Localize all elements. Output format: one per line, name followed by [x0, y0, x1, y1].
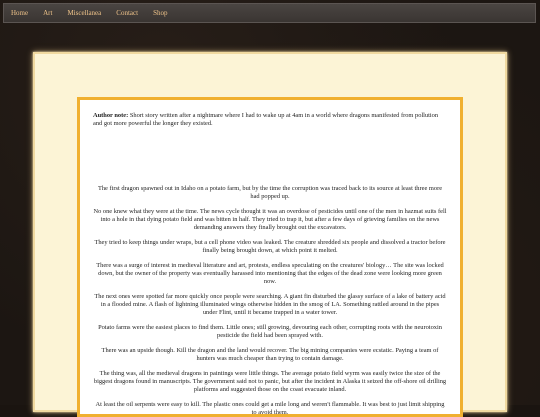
nav-link-art[interactable]: Art [43, 9, 53, 17]
spacer [93, 128, 447, 185]
author-note [93, 112, 447, 128]
story-paragraph: There was an upside though. Kill the dragon and the land would recover. The big mining companies were ecstatic. Paying a team of hunters was much cheaper than trying to contain damage. [101, 347, 439, 362]
story-paragraph: The thing was, all the medieval dragons in paintings were little things. The average potato field wyrm was easily twice the size of the biggest dragons found in manuscripts. The government said not to panic, but after the incident in Alaska it seized the off-shore oil drilling platforms and suggested those on the coast evacuate inland. [93, 370, 447, 393]
nav-link-shop[interactable]: Shop [153, 9, 168, 17]
top-navigation-bar [3, 3, 536, 23]
story-paragraph: There was a surge of interest in medieval literature and art, protests, endless speculating on the creatures' biology… The site was locked down, but the owner of the property was eventually harassed into mentioning that the edges of the dead zone were looking more green now. [96, 262, 444, 285]
story-paragraph: At least the oil serpents were easy to kill. The plastic ones could get a mile long and weren't flammable. It was best to just limit shipping to avoid them. [95, 401, 445, 416]
story-paragraph: They tried to keep things under wraps, but a cell phone video was leaked. The creature shredded six people and dissolved a tractor before finally being brought down, at which point it melted. [94, 239, 446, 254]
story-paragraph: The next ones were spotted far more quickly once people were searching. A giant fin disturbed the glassy surface of a lake of battery acid in a flooded mine. A flash of lightning illuminated wings otherwise hidden in the smog of LA. Something rattled around in the pipes under Flint, until it became trapped in a water tower. [94, 293, 446, 316]
nav-link-miscellanea[interactable]: Miscellanea [67, 9, 102, 17]
story-paragraph: No one knew what they were at the time. The news cycle thought it was an overdose of pesticides until one of the men in hazmat suits fell into a hole in that dying potato field and was bitten in half. They tried to trap it, but after a few days of grieving families on the news demanding answers they finally brought out the excavators. [93, 208, 447, 231]
author-note-label: Author note: [93, 112, 129, 119]
author-note-text: Short story written after a nightmare where I had to wake up at 4am in a world where dragons manifested from pollution and got more powerful the longer they existed. [93, 112, 439, 127]
nav-link-contact[interactable]: Contact [116, 9, 139, 17]
story-paragraph: Potato farms were the easiest places to find them. Little ones; still growing, devouring each other, corrupting roots with the neurotoxin pesticide the field had been sprayed with. [98, 324, 442, 339]
story-container [77, 97, 463, 417]
story-paragraph: The first dragon spawned out in Idaho on a potato farm, but by the time the corruption was traced back to its source at least three more had popped up. [97, 185, 443, 200]
nav-link-home[interactable]: Home [11, 9, 29, 17]
story-body [93, 185, 447, 417]
